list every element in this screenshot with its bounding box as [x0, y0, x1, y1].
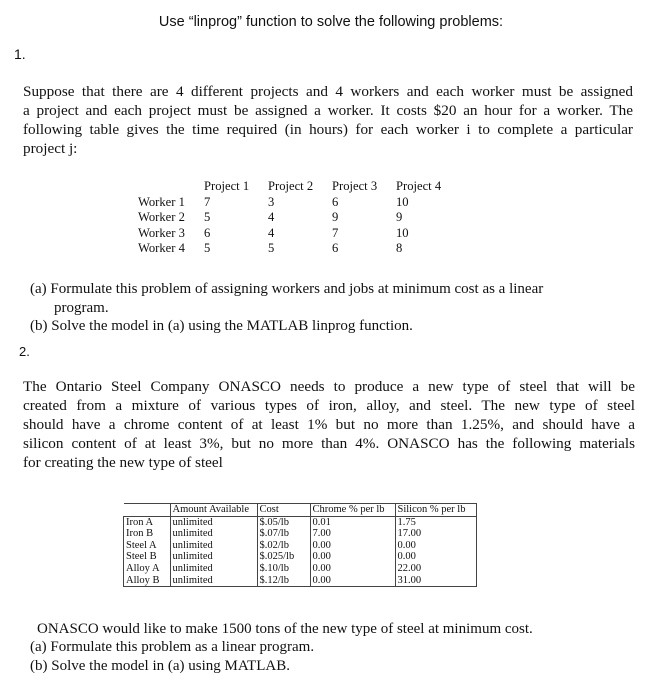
table-cell: 7 — [332, 225, 339, 240]
table-row — [138, 210, 441, 226]
table-cell: $.05/lb — [257, 516, 310, 528]
table-cell: 5 — [204, 210, 211, 225]
problem-2-statement — [23, 377, 635, 472]
table-cell: unlimited — [170, 540, 257, 552]
part-b-text: Solve the model in (a) using the MATLAB linprog function. — [51, 318, 413, 334]
statement-line: following table gives the time required (in hours) for each worker i to complete a particular — [23, 121, 633, 138]
table-row — [124, 540, 477, 552]
table-cell: $.07/lb — [257, 528, 310, 540]
statement-line: project j: — [23, 140, 78, 157]
table-row — [124, 551, 477, 563]
row-label: Iron B — [124, 528, 171, 540]
table-header-cell: Project 2 — [268, 179, 314, 194]
table-cell: 0.00 — [310, 575, 395, 587]
row-label: Worker 3 — [138, 225, 185, 240]
page-heading: Use “linprog” function to solve the following problems: — [158, 14, 504, 30]
table-header-cell: Amount Available — [170, 504, 257, 517]
table-row — [124, 516, 477, 528]
table-cell: $.10/lb — [257, 563, 310, 575]
part-a-text-continued: program. — [54, 300, 109, 316]
table-header-cell: Chrome % per lb — [310, 504, 395, 517]
problem-2-part-b: (b) Solve the model in (a) using MATLAB. — [30, 658, 290, 674]
table-cell: 6 — [332, 194, 339, 209]
statement-line: should have a chrome content of at least 1% but no more than 1.25%, and should have a — [23, 416, 635, 433]
statement-line: for creating the new type of steel — [23, 454, 223, 471]
problem-1-statement — [23, 82, 633, 158]
table-header-row — [124, 504, 477, 517]
table-cell: $.025/lb — [257, 551, 310, 563]
table-header-cell: Project 3 — [332, 179, 378, 194]
table-cell: 10 — [396, 194, 409, 209]
table-cell: $.12/lb — [257, 575, 310, 587]
table-header-cell: Cost — [257, 504, 310, 517]
table-row — [138, 195, 441, 211]
table-cell: 0.00 — [395, 551, 476, 563]
table-cell: 31.00 — [395, 575, 476, 587]
problem-2-part-a: (a) Formulate this problem as a linear program. — [30, 639, 315, 655]
statement-line: The Ontario Steel Company ONASCO needs to produce a new type of steel that will be — [23, 378, 635, 395]
materials-table — [123, 503, 477, 587]
row-label: Worker 1 — [138, 194, 185, 209]
row-label: Worker 4 — [138, 241, 185, 256]
table-cell: 6 — [204, 225, 211, 240]
row-label: Alloy A — [124, 563, 171, 575]
table-cell: 10 — [396, 225, 409, 240]
worker-project-table — [138, 179, 441, 257]
row-label: Iron A — [124, 516, 171, 528]
table-cell: 9 — [396, 210, 403, 225]
table-row — [138, 241, 441, 257]
table-cell: 0.00 — [310, 540, 395, 552]
problem-1-part-a — [30, 280, 630, 318]
row-label: Worker 2 — [138, 210, 185, 225]
table-cell: unlimited — [170, 563, 257, 575]
table-row — [124, 575, 477, 587]
row-label: Steel A — [124, 540, 171, 552]
table-row — [124, 563, 477, 575]
statement-line: created from a mixture of various types of iron, alloy, and steel. The new type of steel — [23, 397, 635, 414]
table-cell: 4 — [268, 210, 275, 225]
table-cell: 5 — [268, 241, 275, 256]
table-cell: 0.00 — [310, 563, 395, 575]
table-header-cell: Silicon % per lb — [395, 504, 476, 517]
table-cell: 4 — [268, 225, 275, 240]
table-cell: $.02/lb — [257, 540, 310, 552]
table-cell: 5 — [204, 241, 211, 256]
table-cell: 9 — [332, 210, 339, 225]
table-header-row — [138, 179, 441, 195]
part-a-text: Formulate this problem of assigning workers and jobs at minimum cost as a linear — [50, 281, 544, 297]
table-cell: 7.00 — [310, 528, 395, 540]
problem-2-number: 2. — [19, 344, 30, 359]
table-cell: 0.00 — [395, 540, 476, 552]
statement-line: Suppose that there are 4 different projects and 4 workers and each worker must be assigned — [23, 83, 633, 100]
table-cell: unlimited — [170, 516, 257, 528]
row-label: Alloy B — [124, 575, 171, 587]
table-cell: 0.00 — [310, 551, 395, 563]
row-label: Steel B — [124, 551, 171, 563]
problem-2-closing: ONASCO would like to make 1500 tons of the new type of steel at minimum cost. — [37, 621, 533, 637]
table-cell: 17.00 — [395, 528, 476, 540]
table-header-cell: Project 1 — [204, 179, 250, 194]
table-row — [138, 226, 441, 242]
table-cell: 8 — [396, 241, 403, 256]
table-cell: 3 — [268, 194, 275, 209]
table-cell: 22.00 — [395, 563, 476, 575]
part-a-label: (a) — [30, 281, 47, 297]
table-cell: unlimited — [170, 528, 257, 540]
table-row — [124, 528, 477, 540]
table-header-cell — [124, 504, 171, 517]
table-cell: unlimited — [170, 551, 257, 563]
problem-1-number: 1. — [14, 46, 26, 62]
statement-line: a project and each project must be assigned a worker. It costs $20 an hour for a worker. The — [23, 102, 633, 119]
part-b-label: (b) — [30, 318, 48, 334]
table-cell: 0.01 — [310, 516, 395, 528]
table-header-cell: Project 4 — [396, 179, 442, 194]
problem-1-part-b — [30, 317, 413, 336]
table-cell: unlimited — [170, 575, 257, 587]
table-cell: 1.75 — [395, 516, 476, 528]
table-cell: 6 — [332, 241, 339, 256]
statement-line: silicon content of at least 3%, but no more than 4%. ONASCO has the following materials — [23, 435, 635, 452]
table-header-cell — [138, 179, 204, 195]
table-cell: 7 — [204, 194, 211, 209]
